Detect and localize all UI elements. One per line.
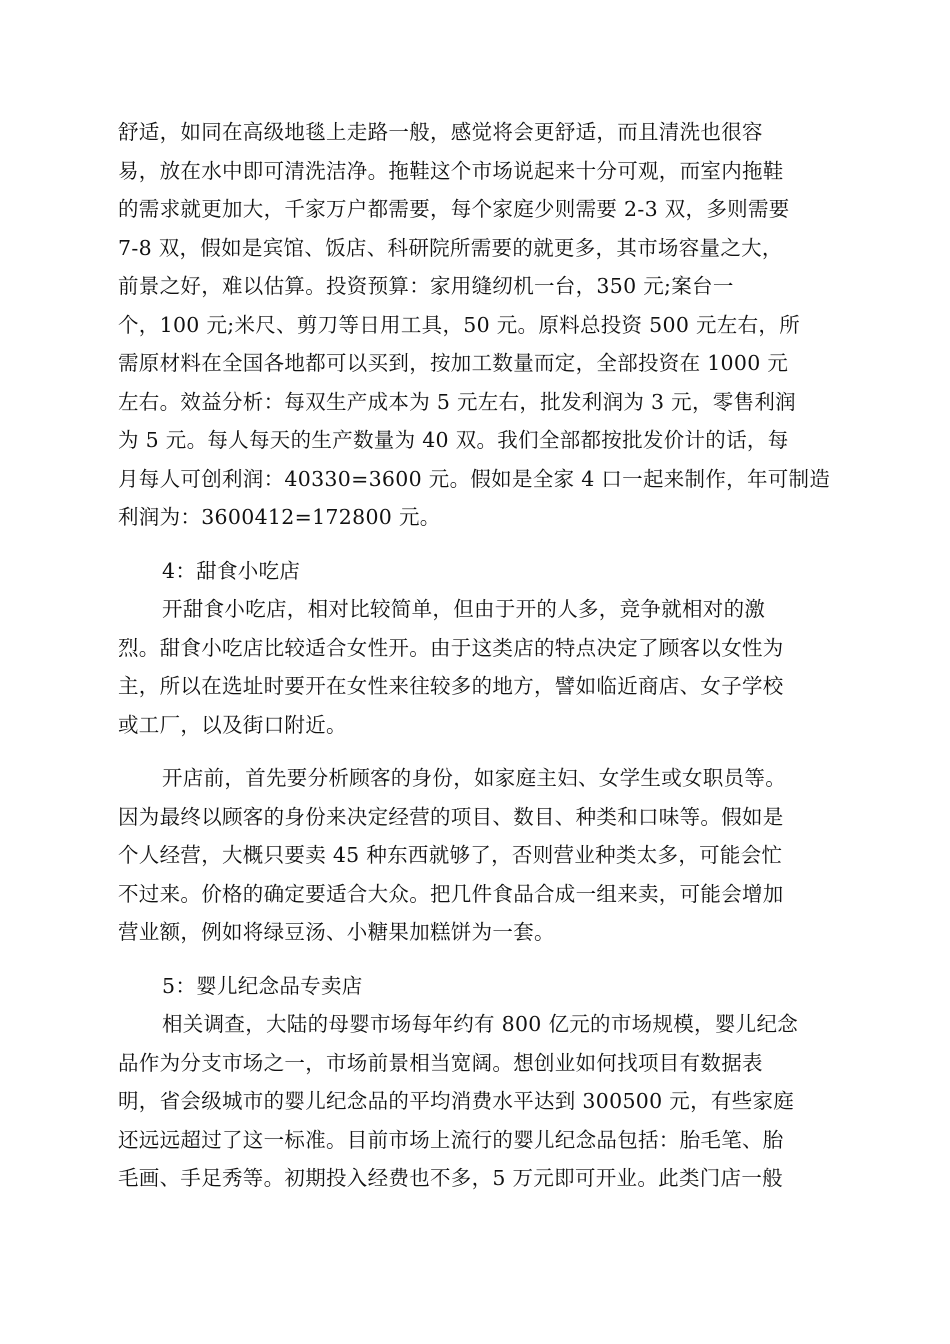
text-line: 营业额，例如将绿豆汤、小糖果加糕饼为一套。 — [118, 920, 555, 944]
text-line: 烈。甜食小吃店比较适合女性开。由于这类店的特点决定了顾客以女性为 — [118, 635, 784, 660]
text-line: 相关调查，大陆的母婴市场每年约有 800 亿元的市场规模，婴儿纪念 — [162, 1012, 799, 1036]
text-line: 易，放在水中即可清洗洁净。拖鞋这个市场说起来十分可观，而室内拖鞋 — [118, 158, 784, 183]
paragraph-baby-souvenir — [118, 1005, 834, 1198]
paragraph-dessert-intro — [118, 590, 834, 744]
section-heading-dessert-shop: 4：甜食小吃店 — [162, 558, 301, 583]
text-line: 不过来。价格的确定要适合大众。把几件食品合成一组来卖，可能会增加 — [118, 881, 784, 906]
text-line: 开甜食小吃店，相对比较简单，但由于开的人多，竞争就相对的激 — [162, 597, 766, 621]
text-line: 需原材料在全国各地都可以买到，按加工数量而定，全部投资在 1000 元 — [118, 351, 789, 375]
text-line: 左右。效益分析：每双生产成本为 5 元左右，批发利润为 3 元，零售利润 — [118, 389, 796, 414]
text-line: 个，100 元;米尺、剪刀等日用工具，50 元。原料总投资 500 元左右，所 — [118, 312, 801, 337]
text-line: 7-8 双，假如是宾馆、饭店、科研院所需要的就更多，其市场容量之大， — [118, 235, 783, 260]
text-line: 主，所以在选址时要开在女性来往较多的地方，譬如临近商店、女子学校 — [118, 674, 784, 698]
text-line: 个人经营，大概只要卖 45 种东西就够了，否则营业种类太多，可能会忙 — [118, 843, 783, 867]
text-line: 开店前，首先要分析顾客的身份，如家庭主妇、女学生或女职员等。 — [162, 766, 786, 790]
document-body — [118, 113, 834, 1213]
text-line: 舒适，如同在高级地毯上走路一般，感觉将会更舒适，而且清洗也很容 — [118, 120, 763, 144]
text-line: 或工厂，以及街口附近。 — [118, 712, 347, 737]
text-line: 品作为分支市场之一，市场前景相当宽阔。想创业如何找项目有数据表 — [118, 1050, 763, 1075]
text-line: 利润为：3600412=172800 元。 — [118, 505, 441, 529]
paragraph-dessert-planning — [118, 759, 834, 952]
paragraph-slipper-market — [118, 113, 834, 537]
text-line: 前景之好，难以估算。投资预算：家用缝纫机一台，350 元;案台一 — [118, 274, 734, 298]
text-line: 明，省会级城市的婴儿纪念品的平均消费水平达到 300500 元，有些家庭 — [118, 1089, 795, 1113]
text-line: 毛画、手足秀等。初期投入经费也不多，5 万元即可开业。此类门店一般 — [118, 1166, 783, 1190]
section-heading-baby-souvenir-shop: 5：婴儿纪念品专卖店 — [162, 973, 363, 998]
text-line: 因为最终以顾客的身份来决定经营的项目、数目、种类和口味等。假如是 — [118, 804, 784, 829]
text-line: 为 5 元。每人每天的生产数量为 40 双。我们全部都按批发价计的话，每 — [118, 428, 789, 452]
text-line: 还远远超过了这一标准。目前市场上流行的婴儿纪念品包括：胎毛笔、胎 — [118, 1127, 784, 1152]
text-line: 的需求就更加大，千家万户都需要，每个家庭少则需要 2-3 双，多则需要 — [118, 197, 790, 221]
text-line: 月每人可创利润：40330=3600 元。假如是全家 4 口一起来制作，年可制造 — [118, 466, 831, 491]
